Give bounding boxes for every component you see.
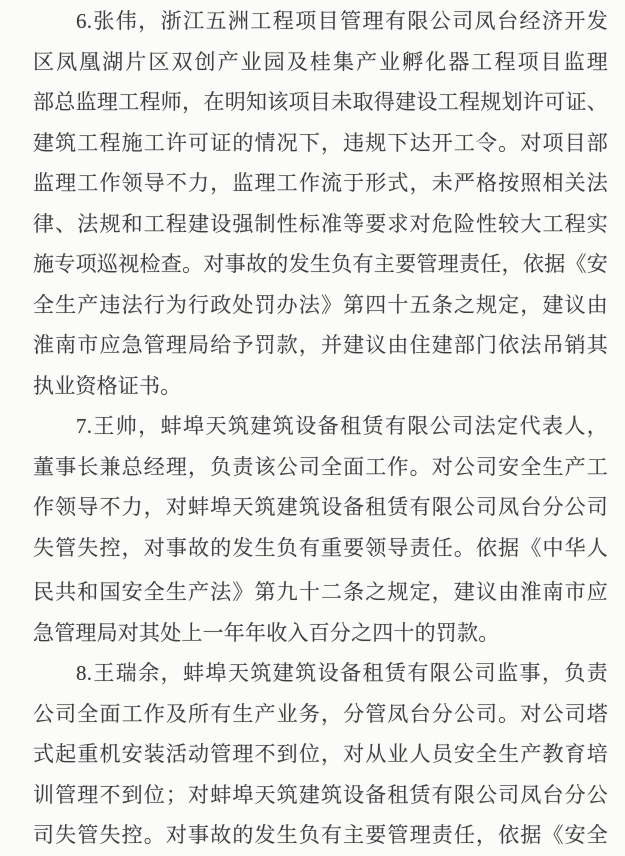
text-line: 急管理局对其处上一年年收入百分之四十的罚款。 [33,620,500,645]
text-line: 律、法规和工程建设强制性标准等要求对危险性较大工程实 [33,211,608,236]
text-line: 部总监理工程师，在明知该项目未取得建设工程规划许可证、 [33,90,608,114]
text-line: 全生产违法行为行政处罚办法》第四十五条之规定，建议由 [33,292,608,317]
paragraph-item-6-zhangwei [33,1,608,406]
text-line: 淮南市应急管理局给予罚款，并建议由住建部门依法吊销其 [33,333,608,357]
text-line: 董事长兼总经理，负责该公司全面工作。对公司安全生产工 [33,454,608,479]
text-line: 司失管失控。对事故的发生负有主要管理责任，依据《安全 [33,823,608,847]
text-line: 施专项巡视检查。对事故的发生负有主要管理责任，依据《安 [33,252,608,276]
text-line: 7.王帅，蚌埠天筑建筑设备租赁有限公司法定代表人， [76,414,608,438]
text-line: 失管失控，对事故的发生负有重要领导责任。依据《中华人 [33,535,608,560]
text-line: 执业资格证书。 [33,373,182,398]
paragraph-item-7-wangshuai [33,406,608,653]
text-line: 8.王瑞余，蚌埠天筑建筑设备租赁有限公司监事，负责 [76,661,608,685]
text-line: 6.张伟，浙江五洲工程项目管理有限公司凤台经济开发 [76,9,608,33]
text-line: 监理工作领导不力，监理工作流于形式，未严格按照相关法 [33,171,608,195]
text-line: 训管理不到位；对蚌埠天筑建筑设备租赁有限公司凤台分公 [33,782,608,807]
text-line: 公司全面工作及所有生产业务，分管凤台分公司。对公司塔 [33,701,608,726]
text-line: 民共和国安全生产法》第九十二条之规定，建议由淮南市应 [33,580,608,604]
text-line: 作领导不力，对蚌埠天筑建筑设备租赁有限公司凤台分公司 [33,495,608,519]
text-line: 区凤凰湖片区双创产业园及桂集产业孵化器工程项目监理 [33,49,608,74]
text-line: 建筑工程施工许可证的情况下，违规下达开工令。对项目部 [33,130,608,155]
paragraph-item-8-wangruiyu [33,653,608,856]
text-line: 式起重机安装活动管理不到位，对从业人员安全生产教育培 [33,742,608,766]
